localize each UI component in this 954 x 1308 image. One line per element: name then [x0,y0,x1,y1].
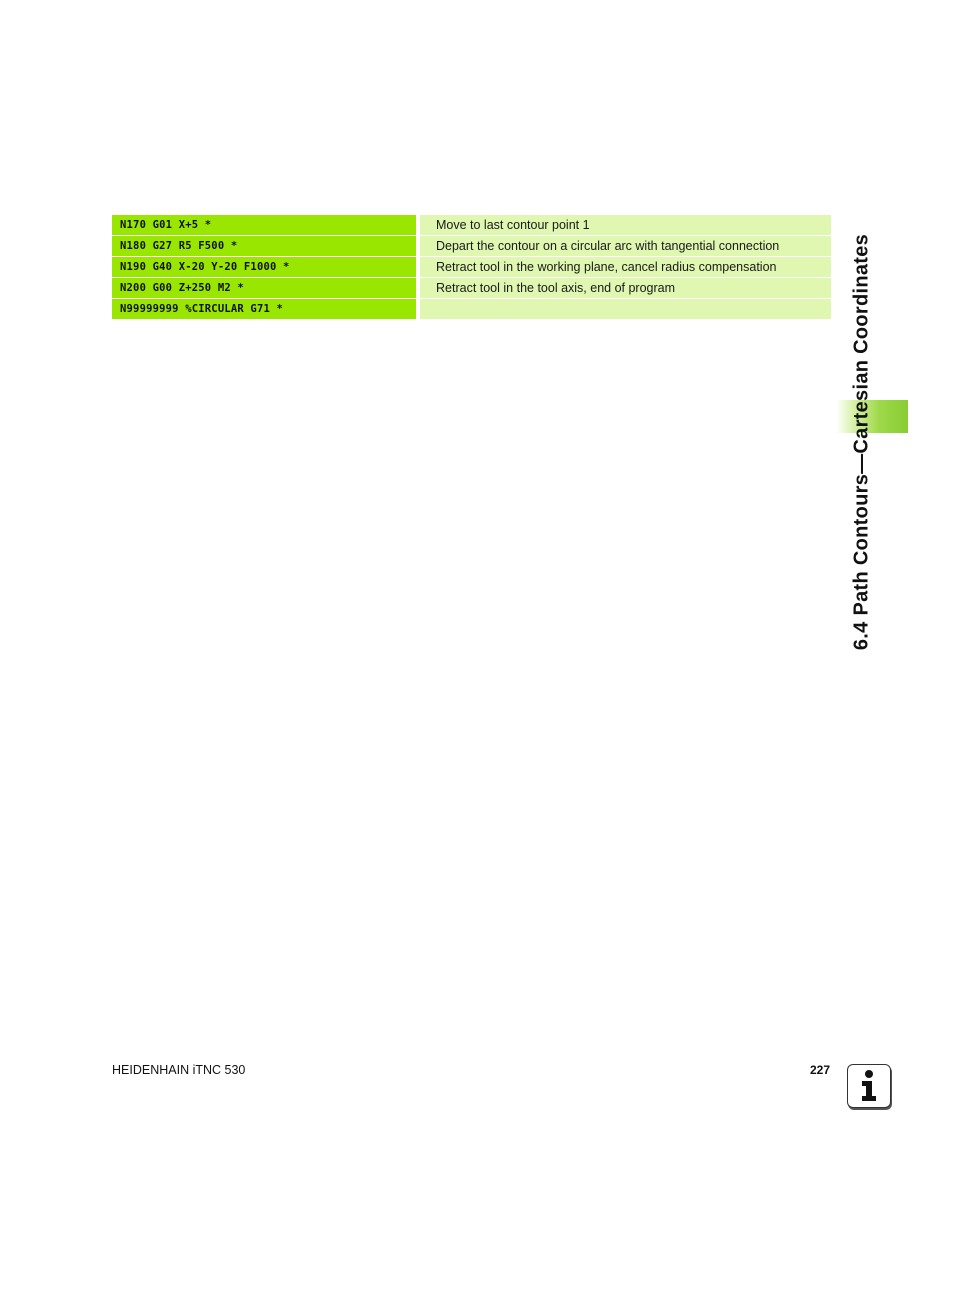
page-number: 227 [809,1063,830,1077]
table-row [112,299,831,320]
nc-code-cell: N200 G00 Z+250 M2 * [112,278,416,299]
description-cell: Retract tool in the tool axis, end of program [420,278,831,299]
table-row [112,215,831,236]
nc-code-cell: N180 G27 R5 F500 * [112,236,416,257]
table-row [112,278,831,299]
footer-product-name: HEIDENHAIN iTNC 530 [112,1063,246,1077]
description-cell: Move to last contour point 1 [420,215,831,236]
description-cell: Depart the contour on a circular arc with tangential connection [420,236,831,257]
nc-code-cell: N170 G01 X+5 * [112,215,416,236]
info-glyph [848,1065,889,1106]
section-title-text: 6.4 Path Contours—Cartesian Coordinates [850,233,873,651]
nc-code-cell: N99999999 %CIRCULAR G71 * [112,299,416,320]
description-cell [420,299,831,320]
table-row [112,257,831,278]
nc-code-cell: N190 G40 X-20 Y-20 F1000 * [112,257,416,278]
description-cell: Retract tool in the working plane, cancel radius compensation [420,257,831,278]
table-row [112,236,831,257]
nc-program-table [112,215,831,320]
info-icon [847,1064,891,1108]
